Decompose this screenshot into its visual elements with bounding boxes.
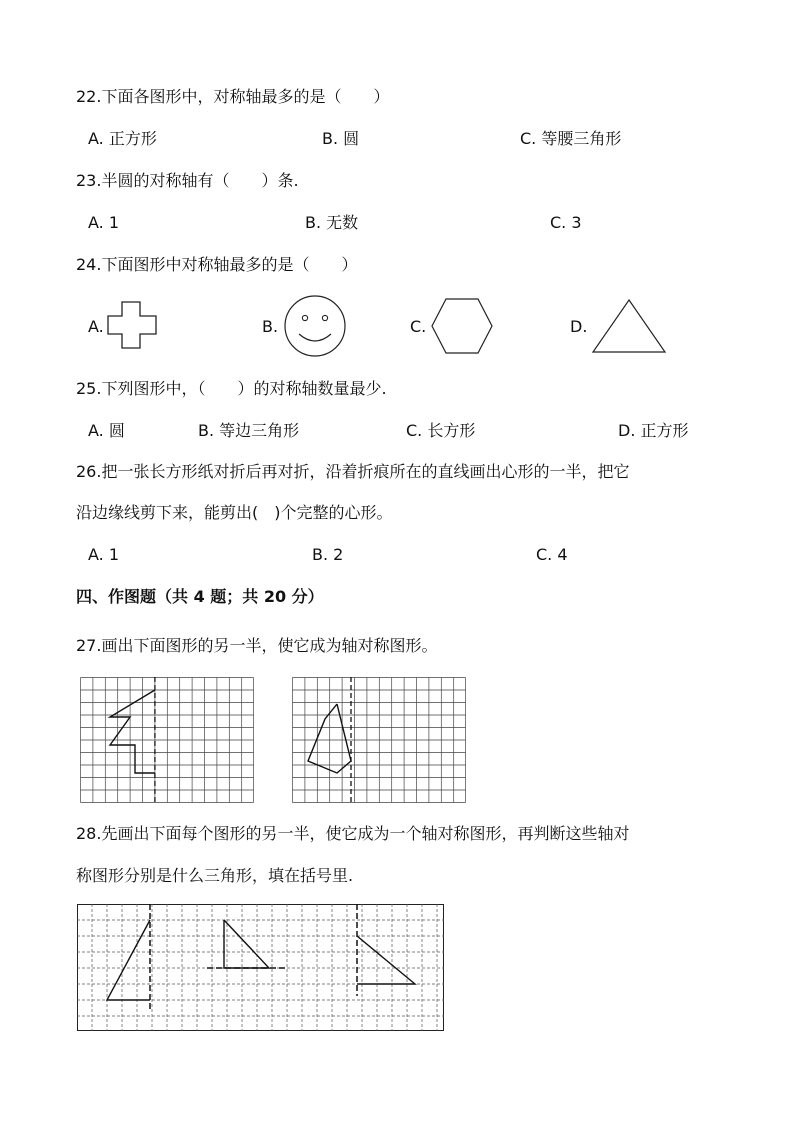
- q27-grid-right: [292, 677, 466, 803]
- q22-option-c: C. 等腰三角形: [520, 129, 622, 148]
- q23-stem: 23.半圆的对称轴有（ ）条.: [76, 171, 299, 190]
- grid-lines: [293, 678, 466, 803]
- q23-option-a: A. 1: [88, 213, 120, 232]
- q25-option-a: A. 圆: [88, 421, 125, 440]
- q26-stem-line1: 26.把一张长方形纸对折后再对折，沿着折痕所在的直线画出心形的一半，把它: [76, 462, 630, 481]
- q26-stem-line2: 沿边缘线剪下来，能剪出( )个完整的心形。: [76, 503, 393, 522]
- q24-option-d: D.: [570, 317, 588, 336]
- cross-shape-figure: [104, 298, 162, 352]
- grid-lines: [81, 678, 254, 803]
- q23-option-c: C. 3: [550, 213, 582, 232]
- triangle-one-half: [107, 920, 150, 1000]
- q26-option-a: A. 1: [88, 545, 120, 564]
- q22-option-a: A. 正方形: [88, 129, 157, 148]
- q24-option-b: B.: [262, 317, 279, 336]
- smiley-face-figure: [282, 293, 348, 359]
- q24-stem: 24.下面图形中对称轴最多的是（ ）: [76, 255, 358, 274]
- triangle-two-half: [224, 920, 269, 968]
- q27-stem: 27.画出下面图形的另一半，使它成为轴对称图形。: [76, 636, 438, 655]
- hexagon-figure: [430, 296, 494, 356]
- q28-stem-line2: 称图形分别是什么三角形，填在括号里.: [76, 866, 354, 885]
- triangle-figure: [590, 296, 668, 356]
- q25-option-d: D. 正方形: [618, 421, 689, 440]
- q24-option-c: C.: [410, 317, 427, 336]
- q28-grid: [77, 904, 445, 1032]
- triangle-three-half: [357, 936, 415, 984]
- q23-option-b: B. 无数: [305, 213, 359, 232]
- q26-option-b: B. 2: [312, 545, 344, 564]
- q26-option-c: C. 4: [536, 545, 568, 564]
- q27-grid-left: [80, 677, 254, 803]
- q24-option-a: A.: [88, 317, 104, 336]
- q22-stem: 22.下面各图形中，对称轴最多的是（ ）: [76, 87, 390, 106]
- q25-stem: 25.下列图形中，（ ）的对称轴数量最少.: [76, 379, 387, 398]
- q25-option-c: C. 长方形: [406, 421, 476, 440]
- section-four-title: 四、作图题（共 4 题；共 20 分）: [76, 587, 324, 606]
- q25-option-b: B. 等边三角形: [198, 421, 300, 440]
- q28-stem-line1: 28.先画出下面每个图形的另一半，使它成为一个轴对称图形，再判断这些轴对: [76, 824, 630, 843]
- q22-option-b: B. 圆: [322, 129, 360, 148]
